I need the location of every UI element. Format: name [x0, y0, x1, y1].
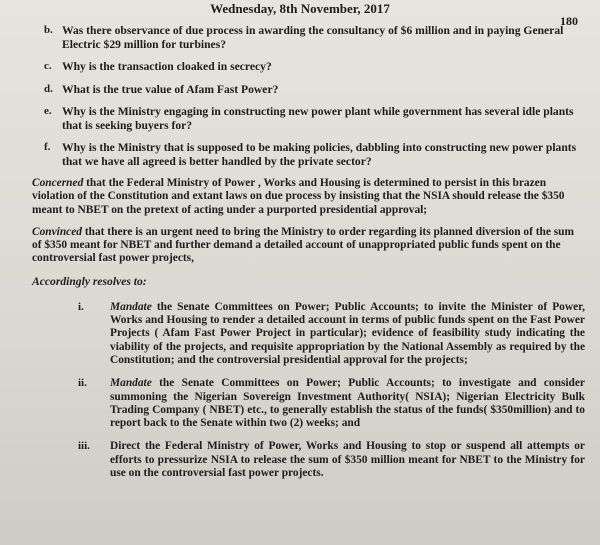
resolution-item [30, 377, 585, 430]
paragraph-lead: Convinced [32, 225, 82, 238]
question-item [30, 141, 585, 168]
resolution-text: the Senate Committees on Power; Public Accounts; to investigate and consider summoning the Nigerian Sovereign Investment Authority( NSIA); Nigerian Electricity Bulk Trading Company ( NBET) etc., to generally establish the status of the funds( $350million) and to report back to the Senate within two (2) weeks; and [110, 377, 585, 430]
question-item [30, 83, 585, 97]
resolves-heading: Accordingly resolves to: [32, 274, 147, 288]
resolution-lead: Mandate [110, 300, 152, 313]
question-item [30, 105, 585, 132]
question-text: Why is the Ministry engaging in constructing new power plant while government has several idle plants that is seeking buyers for? [62, 105, 574, 132]
paragraph-text: that there is an urgent need to bring the Ministry to order regarding its planned diversion of the sum of $350 meant for NBET and further demand a detailed account of unappropriated public funds spent on the controversial fast power projects, [32, 225, 575, 265]
question-item [30, 60, 585, 74]
resolution-label: ii. [78, 377, 87, 390]
question-text: Why is the transaction cloaked in secrecy? [62, 60, 272, 73]
resolution-label: iii. [78, 440, 90, 453]
resolution-item [30, 301, 585, 367]
resolution-item [30, 440, 585, 480]
page-number: 180 [560, 14, 578, 28]
question-item [30, 24, 585, 51]
resolution-text: Direct the Federal Ministry of Power, Works and Housing to stop or suspend all attempts or efforts to pressurize NSIA to release the sum of $350 million meant for NBET to the Ministry for use on the controversial fast power projects. [110, 440, 585, 480]
paragraph-text: that the Federal Ministry of Power , Works and Housing is determined to persist in this brazen violation of the Constitution and extant laws on due process by insisting that the NSIA should release the $350 meant to NBET on the pretext of acting under a purported presidential approval; [32, 177, 565, 216]
question-text: What is the true value of Afam Fast Power? [62, 82, 279, 96]
resolution-label: i. [78, 300, 84, 313]
question-label: e. [44, 105, 52, 117]
convinced-paragraph [32, 226, 585, 266]
resolution-lead: Mandate [110, 377, 152, 390]
document-body [30, 24, 585, 490]
question-label: f. [44, 141, 51, 153]
question-text: Was there observance of due process in awarding the consultancy of $6 million and in paying General Electric $29 million for turbines? [62, 24, 564, 51]
concerned-paragraph [32, 177, 585, 217]
question-label: c. [44, 60, 52, 72]
header-date: Wednesday, 8th November, 2017 [210, 1, 390, 16]
question-label: b. [44, 24, 53, 36]
paragraph-lead: Concerned [32, 177, 84, 189]
resolution-text: the Senate Committees on Power; Public Accounts; to invite the Minister of Power, Works and Housing to render a detailed account in terms of public funds spent on the Fast Power Projects ( Afam Fast Power Project in particular); evidence of feasibility study indicating the viability of the projects, and requisite appropriation by the National Assembly as required by the Constitution; and the controversial presidential approval for the projects; [110, 300, 585, 366]
question-label: d. [44, 82, 53, 95]
question-text: Why is the Ministry that is supposed to be making policies, dabbling into constructing new power plants that we have all agreed is better handled by the private sector? [62, 141, 577, 168]
